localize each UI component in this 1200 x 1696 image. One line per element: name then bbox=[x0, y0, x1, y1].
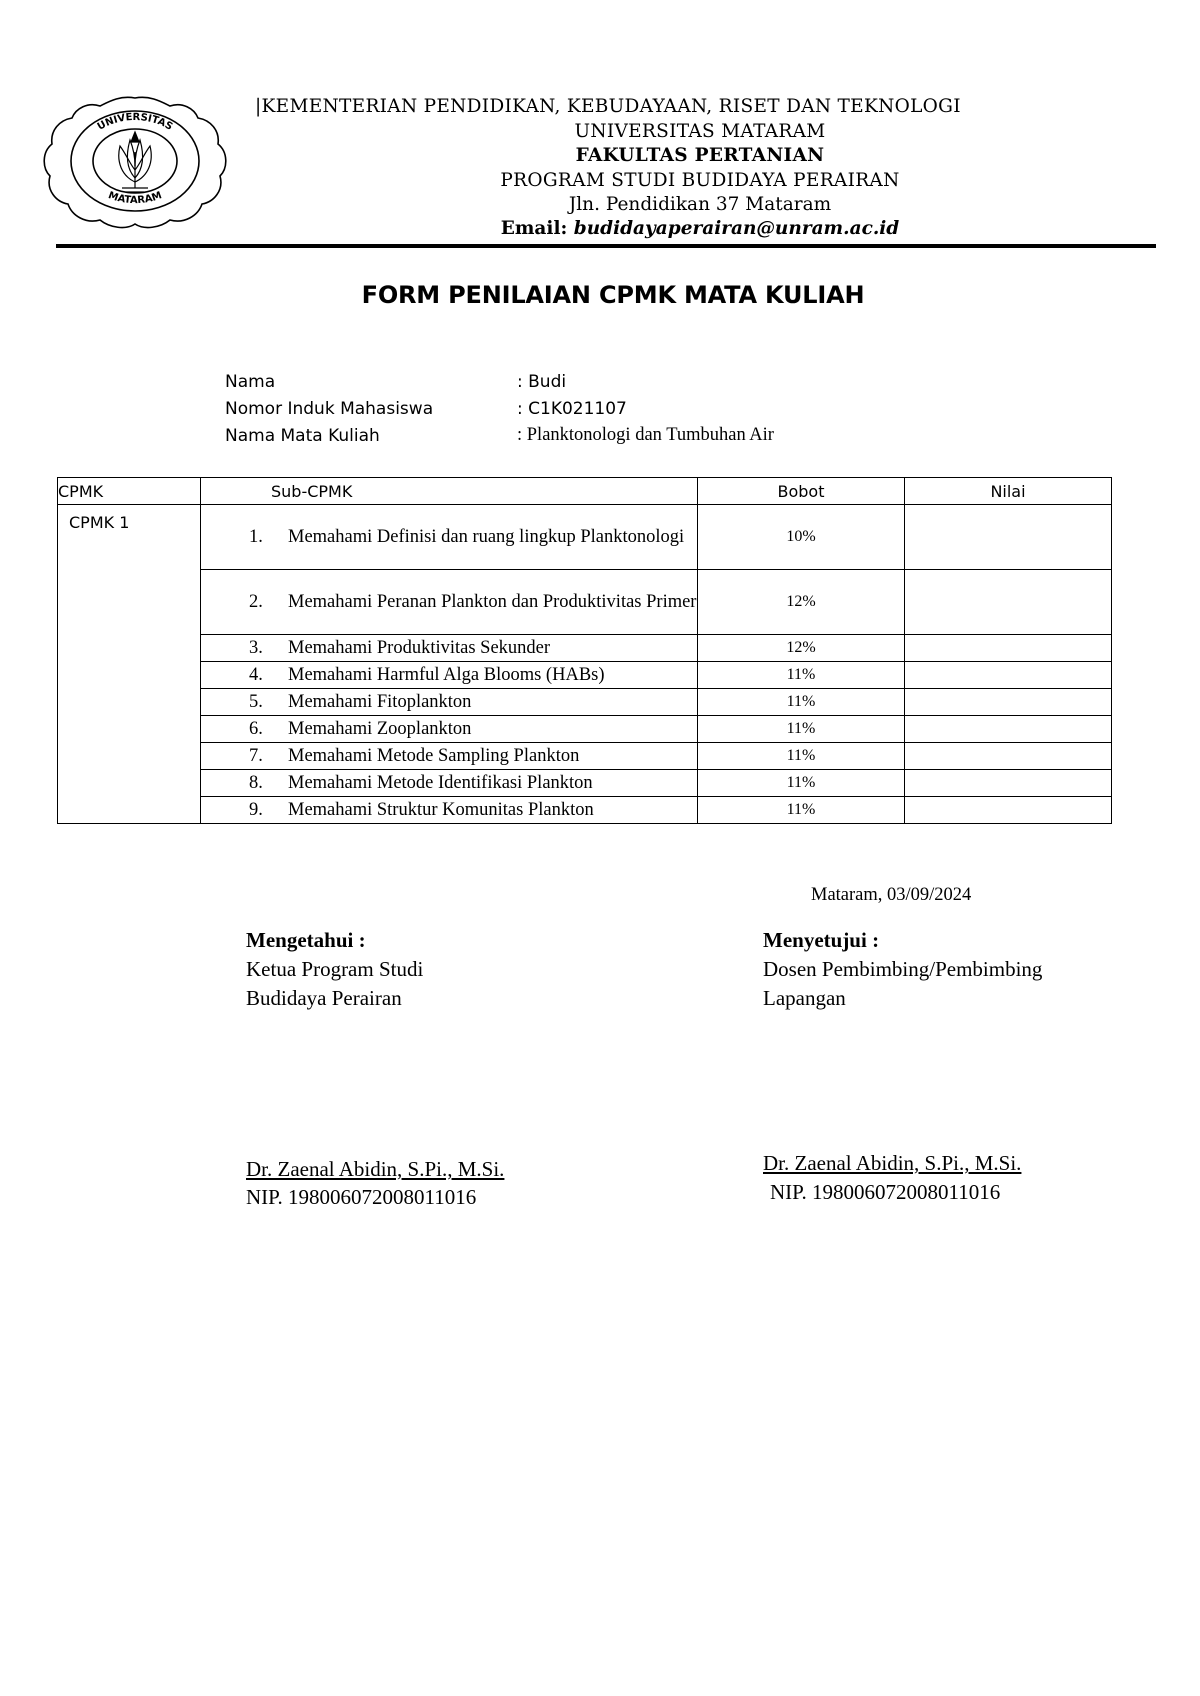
nilai-cell[interactable] bbox=[905, 797, 1112, 824]
name-value: : Budi bbox=[517, 372, 567, 392]
bobot-cell: 11% bbox=[698, 689, 905, 716]
email-address[interactable]: budidayaperairan@unram.ac.id bbox=[573, 218, 900, 239]
sub-cpmk-number: 4. bbox=[249, 665, 263, 685]
sub-cpmk-cell bbox=[201, 770, 698, 797]
bobot-cell: 12% bbox=[698, 570, 905, 635]
table-row bbox=[58, 635, 1112, 662]
sub-cpmk-cell bbox=[201, 662, 698, 689]
page-title: FORM PENILAIAN CPMK MATA KULIAH bbox=[361, 281, 865, 309]
university-name: UNIVERSITAS MATARAM bbox=[574, 121, 826, 142]
nilai-cell[interactable] bbox=[905, 570, 1112, 635]
sub-cpmk-text: Memahami Peranan Plankton dan Produktivitas Primer bbox=[288, 592, 697, 612]
table-row bbox=[58, 689, 1112, 716]
svg-text:UNIVERSITAS: UNIVERSITAS bbox=[95, 111, 175, 133]
program-name: PROGRAM STUDI BUDIDAYA PERAIRAN bbox=[500, 170, 900, 191]
right-role-line1: Dosen Pembimbing/Pembimbing bbox=[763, 957, 1043, 981]
table-row bbox=[58, 797, 1112, 824]
table-row bbox=[58, 770, 1112, 797]
sub-cpmk-text: Memahami Harmful Alga Blooms (HABs) bbox=[288, 665, 605, 685]
sub-cpmk-number: 3. bbox=[249, 638, 263, 658]
sub-cpmk-text: Memahami Produktivitas Sekunder bbox=[288, 638, 551, 658]
sub-cpmk-number: 2. bbox=[249, 592, 263, 612]
nilai-cell[interactable] bbox=[905, 743, 1112, 770]
sub-cpmk-text: Memahami Metode Sampling Plankton bbox=[288, 746, 580, 766]
nim-label: Nomor Induk Mahasiswa bbox=[225, 399, 434, 419]
left-signer-name: Dr. Zaenal Abidin, S.Pi., M.Si. bbox=[246, 1157, 505, 1181]
course-value: : Planktonologi dan Tumbuhan Air bbox=[517, 425, 774, 445]
cpmk-cell: CPMK 1 bbox=[58, 505, 201, 824]
sub-cpmk-cell bbox=[201, 570, 698, 635]
bobot-cell: 11% bbox=[698, 770, 905, 797]
sub-cpmk-text: Memahami Definisi dan ruang lingkup Planktonologi bbox=[288, 527, 685, 547]
sub-cpmk-cell bbox=[201, 689, 698, 716]
sub-cpmk-cell bbox=[201, 505, 698, 570]
sub-cpmk-number: 8. bbox=[249, 773, 263, 793]
sub-cpmk-number: 6. bbox=[249, 719, 263, 739]
address: Jln. Pendidikan 37 Mataram bbox=[568, 194, 832, 215]
bobot-cell: 11% bbox=[698, 662, 905, 689]
sub-cpmk-text: Memahami Zooplankton bbox=[288, 719, 472, 739]
nilai-cell[interactable] bbox=[905, 770, 1112, 797]
bobot-cell: 12% bbox=[698, 635, 905, 662]
nilai-cell[interactable] bbox=[905, 689, 1112, 716]
signing-date: Mataram, 03/09/2024 bbox=[811, 885, 972, 905]
course-label: Nama Mata Kuliah bbox=[225, 426, 380, 446]
email-label: Email: bbox=[500, 218, 568, 239]
letterhead-divider bbox=[56, 244, 1156, 248]
nilai-cell[interactable] bbox=[905, 635, 1112, 662]
sub-cpmk-cell bbox=[201, 716, 698, 743]
left-heading: Mengetahui : bbox=[246, 928, 366, 952]
nilai-cell[interactable] bbox=[905, 716, 1112, 743]
svg-text:MATARAM: MATARAM bbox=[106, 190, 164, 207]
email-line bbox=[255, 218, 1145, 239]
left-signer-nip: NIP. 198006072008011016 bbox=[246, 1185, 477, 1209]
ministry-name: |KEMENTERIAN PENDIDIKAN, KEBUDAYAAN, RISET DAN TEKNOLOGI bbox=[255, 96, 961, 117]
bobot-cell: 11% bbox=[698, 743, 905, 770]
sub-cpmk-text: Memahami Metode Identifikasi Plankton bbox=[288, 773, 593, 793]
header-sub-cpmk: Sub-CPMK bbox=[201, 478, 698, 505]
table-header-row bbox=[58, 478, 1112, 505]
faculty-name: FAKULTAS PERTANIAN bbox=[575, 145, 825, 166]
grade-table bbox=[57, 477, 1112, 824]
sub-cpmk-text: Memahami Fitoplankton bbox=[288, 692, 472, 712]
sub-cpmk-number: 5. bbox=[249, 692, 263, 712]
right-signer-nip: NIP. 198006072008011016 bbox=[770, 1180, 1001, 1204]
header-bobot: Bobot bbox=[698, 478, 905, 505]
nilai-cell[interactable] bbox=[905, 662, 1112, 689]
table-row bbox=[58, 743, 1112, 770]
table-row bbox=[58, 716, 1112, 743]
nilai-cell[interactable] bbox=[905, 505, 1112, 570]
sub-cpmk-number: 1. bbox=[249, 527, 263, 547]
sub-cpmk-text: Memahami Struktur Komunitas Plankton bbox=[288, 800, 594, 820]
sub-cpmk-cell bbox=[201, 635, 698, 662]
bobot-cell: 10% bbox=[698, 505, 905, 570]
header-cpmk: CPMK bbox=[58, 478, 201, 505]
university-seal-icon bbox=[42, 92, 228, 230]
name-label: Nama bbox=[225, 372, 276, 392]
header-nilai: Nilai bbox=[905, 478, 1112, 505]
table-row bbox=[58, 505, 1112, 570]
bobot-cell: 11% bbox=[698, 716, 905, 743]
left-role-line1: Ketua Program Studi bbox=[246, 957, 424, 981]
right-heading: Menyetujui : bbox=[763, 928, 880, 952]
right-signer-name: Dr. Zaenal Abidin, S.Pi., M.Si. bbox=[763, 1151, 1022, 1175]
table-row bbox=[58, 570, 1112, 635]
right-role-line2: Lapangan bbox=[763, 986, 846, 1010]
bobot-cell: 11% bbox=[698, 797, 905, 824]
table-row bbox=[58, 662, 1112, 689]
sub-cpmk-number: 9. bbox=[249, 800, 263, 820]
sub-cpmk-cell bbox=[201, 797, 698, 824]
nim-value: : C1K021107 bbox=[517, 399, 627, 419]
sub-cpmk-cell bbox=[201, 743, 698, 770]
left-role-line2: Budidaya Perairan bbox=[246, 986, 402, 1010]
sub-cpmk-number: 7. bbox=[249, 746, 263, 766]
